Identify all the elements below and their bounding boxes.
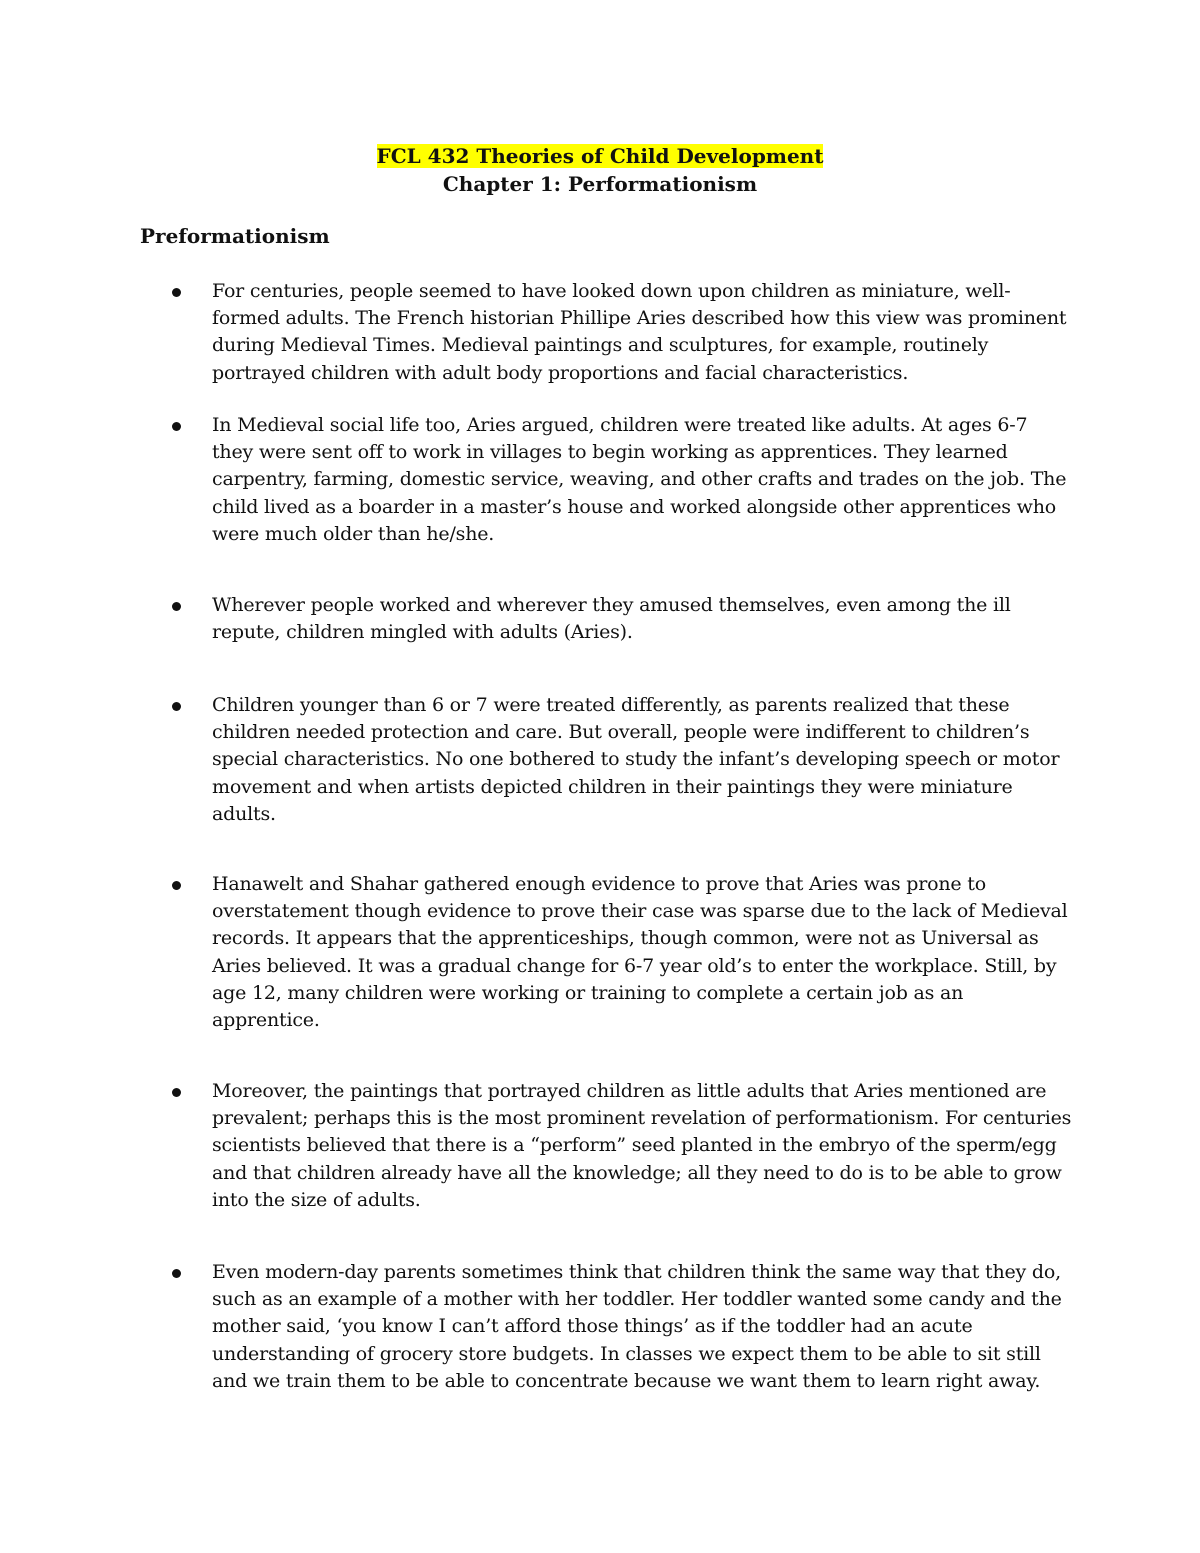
bullet-icon bbox=[172, 422, 181, 431]
list-item bbox=[172, 1259, 1072, 1395]
document-title bbox=[377, 142, 824, 170]
bullet-icon bbox=[172, 602, 181, 611]
title-block bbox=[0, 142, 1200, 198]
bullet-text: Moreover, the paintings that portrayed children as little adults that Aries mentioned are prevalent; perhaps this is the most prominent revelation of performationism. For centuries scientists believed that there is a “perform” seed planted in the embryo of the sperm/egg and that children already have all the knowledge; all they need to do is to be able to grow into the size of adults. bbox=[212, 1080, 1072, 1211]
bullet-text: In Medieval social life too, Aries argued, children were treated like adults. At ages 6-7 they were sent off to work in villages to begin working as apprentices. They learned carpentry, farming, domestic service, weaving, and other crafts and trades on the job. The child lived as a boarder in a master’s house and worked alongside other apprentices who were much older than he/she. bbox=[212, 414, 1067, 545]
bullet-icon bbox=[172, 702, 181, 711]
bullet-icon bbox=[172, 1269, 181, 1278]
section-heading: Preformationism bbox=[140, 224, 330, 248]
chapter-subtitle: Chapter 1: Performationism bbox=[442, 172, 758, 196]
title-highlight: FCL 432 Theories of Child Development bbox=[376, 144, 824, 168]
list-item bbox=[172, 871, 1072, 1034]
list-item bbox=[172, 1078, 1072, 1214]
list-item bbox=[172, 412, 1072, 548]
bullet-text: Children younger than 6 or 7 were treated differently, as parents realized that these children needed protection and care. But overall, people were indifferent to children’s special characteristics. No one bothered to study the infant’s developing speech or motor movement and when artists depicted children in their paintings they were miniature adults. bbox=[212, 694, 1060, 825]
bullet-text: Even modern-day parents sometimes think that children think the same way that they do, such as an example of a mother with her toddler. Her toddler wanted some candy and the mother said, ‘you know I can’t afford those things’ as if the toddler had an acute understanding of grocery store budgets. In classes we expect them to be able to sit still and we train them to be able to concentrate because we want them to learn right away. bbox=[212, 1261, 1062, 1392]
bullet-icon bbox=[172, 881, 181, 890]
bullet-text: Hanawelt and Shahar gathered enough evidence to prove that Aries was prone to overstatement though evidence to prove their case was sparse due to the lack of Medieval records. It appears that the apprenticeships, though common, were not as Universal as Aries believed. It was a gradual change for 6-7 year old’s to enter the workplace. Still, by age 12, many children were working or training to complete a certain job as an apprentice. bbox=[212, 873, 1068, 1032]
bullet-text: Wherever people worked and wherever they amused themselves, even among the ill repute, children mingled with adults (Aries). bbox=[212, 594, 1011, 644]
list-item bbox=[172, 692, 1072, 828]
list-item bbox=[172, 592, 1072, 646]
bullet-icon bbox=[172, 288, 181, 297]
list-item bbox=[172, 278, 1072, 387]
bullet-icon bbox=[172, 1088, 181, 1097]
bullet-text: For centuries, people seemed to have looked down upon children as miniature, well-formed adults. The French historian Phillipe Aries described how this view was prominent during Medieval Times. Medieval paintings and sculptures, for example, routinely portrayed children with adult body proportions and facial characteristics. bbox=[212, 280, 1067, 384]
